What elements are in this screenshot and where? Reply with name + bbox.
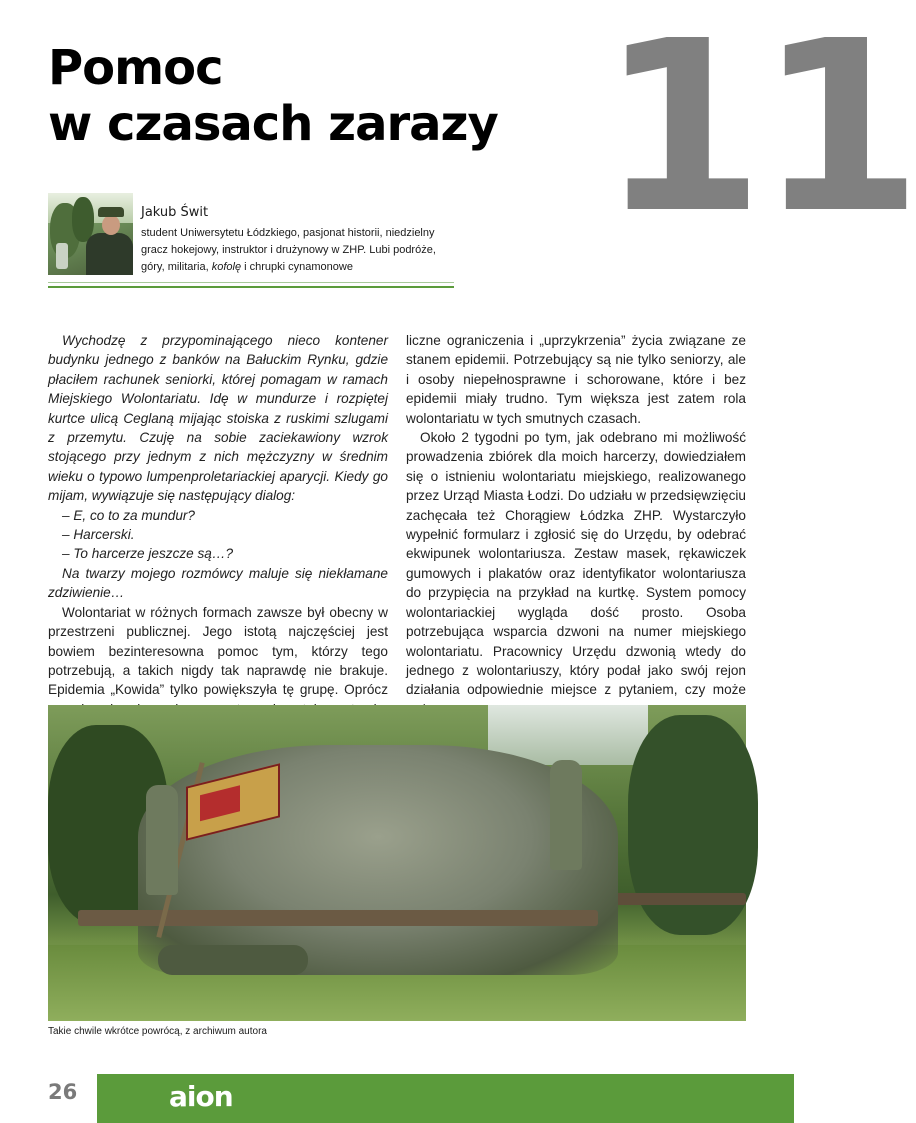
- article-column-left: [48, 331, 388, 739]
- paragraph-reaction: Na twarzy mojego rozmówcy maluje się niekłamane zdziwienie…: [48, 565, 388, 601]
- paragraph-intro: Wychodzę z przypominającego nieco kontener budynku jednego z banków na Bałuckim Rynku, gdzie płaciłem rachunek seniorki, której pomagam w ramach Miejskiego Wolontariatu. Idę w mundurze i rozpiętej kurtce ulicą Ceglaną mijając stoiska z ruskimi szlugami z przemytu. Czuję na sobie zaciekawiony wzrok stojącego przy jednym z nich mężczyzny w średnim wieku o typowo lumpenproletariackiej aparycji. Kiedy go mijam, wywiązuje się następujący dialog:: [48, 333, 388, 504]
- dialog-line-1: – E, co to za mundur?: [62, 507, 195, 523]
- author-divider-thin: [48, 282, 454, 283]
- author-bio-italic: kofolę: [211, 261, 242, 273]
- title-line-2: w czasach zarazy: [48, 96, 498, 152]
- article-title: [48, 40, 498, 152]
- footer-bar: [97, 1074, 794, 1123]
- paragraph-restrictions: liczne ograniczenia i „uprzykrzenia” życia związane ze stanem epidemii. Potrzebujący są nie tylko seniorzy, ale i osoby niepełnosprawne i schorowane, które i bez epidemii miały trudno. Tym większa jest zatem rola wolontariatu w tych smutnych czasach.: [406, 333, 746, 426]
- author-bio-text: student Uniwersytetu Łódzkiego, pasjonat historii, niedzielny gracz hokejowy, instruktor i drużynowy w ZHP. Lubi podróże, góry, militaria,: [141, 227, 436, 273]
- author-bio-text-end: i chrupki cynamonowe: [241, 261, 353, 273]
- paragraph-city-volunteering: Około 2 tygodni po tym, jak odebrano mi możliwość prowadzenia zbiórek dla moich harcerzy, dowiedziałem się o istnieniu wolontariatu miejskiego, realizowanego przez Urząd Miasta Łodzi. Do udziału w przedsięwzięciu zachęcała też Chorągiew Łódzka ZHP. Wystarczyło wypełnić formularz i zgłosić się do Urzędu, by odebrać ekwipunek wolontariusza. Zestaw masek, rękawiczek gumowych i plakatów oraz identyfikator wolontariusza do przypięcia na przykład na kurtkę. System pomocy wolontariackiej wygląda dość prosto. Osoba potrzebująca wsparcia dzwoni na numer miejskiego wolontariatu. Pracownicy Urzędu dzwonią wtedy do jednego z wolontariuszy, który podał jako swój rejon działania odpowiednie miejsce z pytaniem, czy może: [406, 430, 746, 698]
- article-number: 11: [600, 0, 916, 265]
- author-box: [48, 193, 454, 288]
- author-bio: [141, 225, 461, 276]
- photo-caption: Takie chwile wkrótce powrócą, z archiwum autora: [48, 1026, 267, 1037]
- dialog-line-3: – To harcerze jeszcze są…?: [62, 546, 234, 562]
- author-photo: [48, 193, 133, 275]
- paragraph-volunteering: Wolontariat w różnych formach zawsze był obecny w przestrzeni publicznej. Jego istotą najczęściej jest bowiem bezinteresowna pomoc tym, którzy tego potrzebują, a takich nigdy tak naprawdę nie brakuje. Epidemia „Kowida” tylko powiększyła tę grupę. Oprócz: [48, 604, 388, 698]
- title-line-1: Pomoc: [48, 40, 223, 96]
- dialog-line-2: – Harcerski.: [62, 527, 135, 543]
- article-column-right: [406, 331, 746, 719]
- author-name: Jakub Świt: [141, 205, 209, 220]
- author-divider: [48, 286, 454, 288]
- scout-group-photo: [48, 705, 746, 1021]
- page-number: 26: [48, 1080, 78, 1104]
- brand-logo: aion: [169, 1080, 233, 1113]
